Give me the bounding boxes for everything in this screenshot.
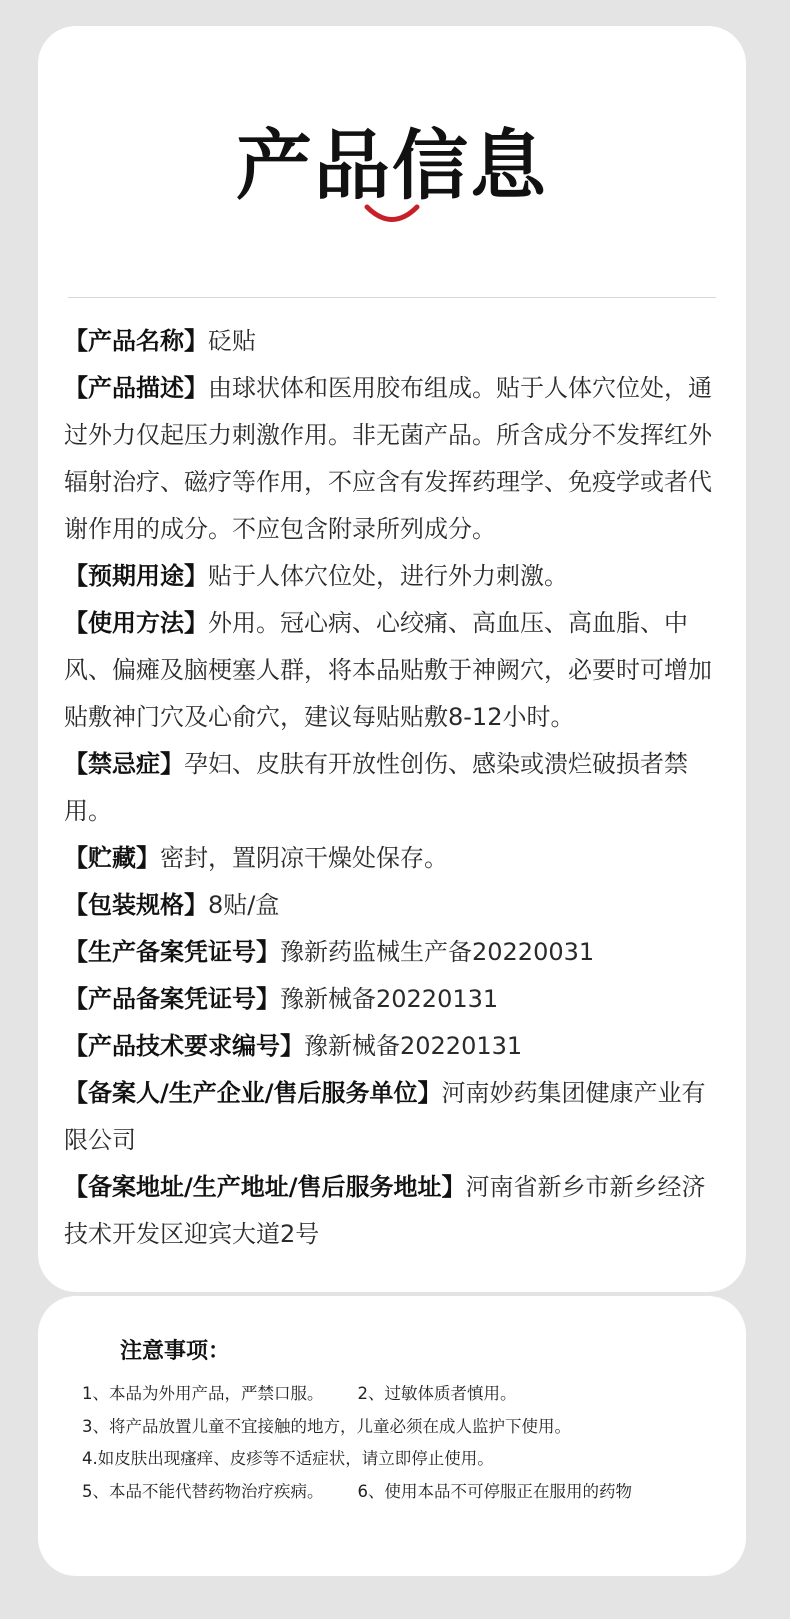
info-value: 孕妇、皮肤有开放性创伤、感染或溃烂破损者禁用。 (64, 750, 688, 825)
info-storage (64, 835, 724, 882)
info-label: 【使用方法】 (64, 609, 208, 637)
note-item: 3、将产品放置儿童不宜接触的地方，儿童必须在成人监护下使用。 (82, 1416, 571, 1436)
info-value: 8贴/盒 (208, 891, 280, 919)
info-value: 密封，置阴凉干燥处保存。 (160, 844, 448, 872)
note-item: 5、本品不能代替药物治疗疾病。 (82, 1481, 324, 1501)
info-label: 【备案人/生产企业/售后服务单位】 (64, 1079, 442, 1107)
info-label: 【包装规格】 (64, 891, 208, 919)
notes-row (82, 1378, 732, 1411)
note-item: 4.如皮肤出现瘙痒、皮疹等不适症状，请立即停止使用。 (82, 1449, 494, 1468)
info-value: 豫新械备20220131 (280, 985, 499, 1013)
info-description (64, 365, 724, 553)
info-value: 豫新药监械生产备20220031 (280, 938, 595, 966)
note-item: 6、使用本品不可停服正在服用的药物 (357, 1481, 632, 1501)
note-item: 2、过敏体质者慎用。 (357, 1384, 517, 1403)
info-value: 外用。冠心病、心绞痛、高血压、高血脂、中风、偏瘫及脑梗塞人群，将本品贴敷于神阙穴，必要时可增加贴敷神门穴及心俞穴，建议每贴贴敷8-12小时。 (64, 609, 712, 731)
product-info-list (64, 318, 724, 1258)
info-production-cert (64, 929, 724, 976)
info-usage (64, 600, 724, 741)
info-value: 河南省新乡市新乡经济技术开发区迎宾大道2号 (64, 1173, 706, 1248)
info-product-cert (64, 976, 724, 1023)
info-label: 【生产备案凭证号】 (64, 938, 280, 966)
info-tech-req (64, 1023, 724, 1070)
info-value: 贴于人体穴位处，进行外力刺激。 (208, 562, 568, 590)
info-label: 【产品名称】 (64, 327, 208, 355)
info-label: 【产品技术要求编号】 (64, 1032, 304, 1060)
info-package (64, 882, 724, 929)
info-label: 【禁忌症】 (64, 750, 184, 778)
note-item: 1、本品为外用产品，严禁口服。 (82, 1384, 324, 1403)
product-info-card (38, 26, 746, 1292)
info-intended-use (64, 553, 724, 600)
smile-decoration-icon (362, 202, 422, 226)
notes-row (82, 1476, 732, 1509)
info-label: 【备案地址/生产地址/售后服务地址】 (64, 1173, 466, 1201)
info-address (64, 1164, 724, 1258)
info-value: 由球状体和医用胶布组成。贴于人体穴位处，通过外力仅起压力刺激作用。非无菌产品。所含成分不发挥红外辐射治疗、磁疗等作用，不应含有发挥药理学、免疫学或者代谢作用的成分。不应包含附录所列成分。 (64, 374, 712, 543)
info-label: 【预期用途】 (64, 562, 208, 590)
info-contraindications (64, 741, 724, 835)
notes-row (82, 1411, 732, 1444)
info-value: 豫新械备20220131 (304, 1032, 523, 1060)
notes-title: 注意事项： (120, 1339, 231, 1364)
title-divider (68, 297, 716, 298)
info-name (64, 318, 724, 365)
info-value: 河南妙药集团健康产业有限公司 (64, 1079, 706, 1154)
info-value: 砭贴 (208, 327, 256, 355)
page-title: 产品信息 (236, 121, 548, 210)
info-label: 【产品备案凭证号】 (64, 985, 280, 1013)
notes-card (38, 1296, 746, 1576)
notes-row (82, 1443, 732, 1476)
info-label: 【贮藏】 (64, 844, 160, 872)
notes-list (82, 1378, 732, 1508)
info-label: 【产品描述】 (64, 374, 208, 402)
info-filer (64, 1070, 724, 1164)
